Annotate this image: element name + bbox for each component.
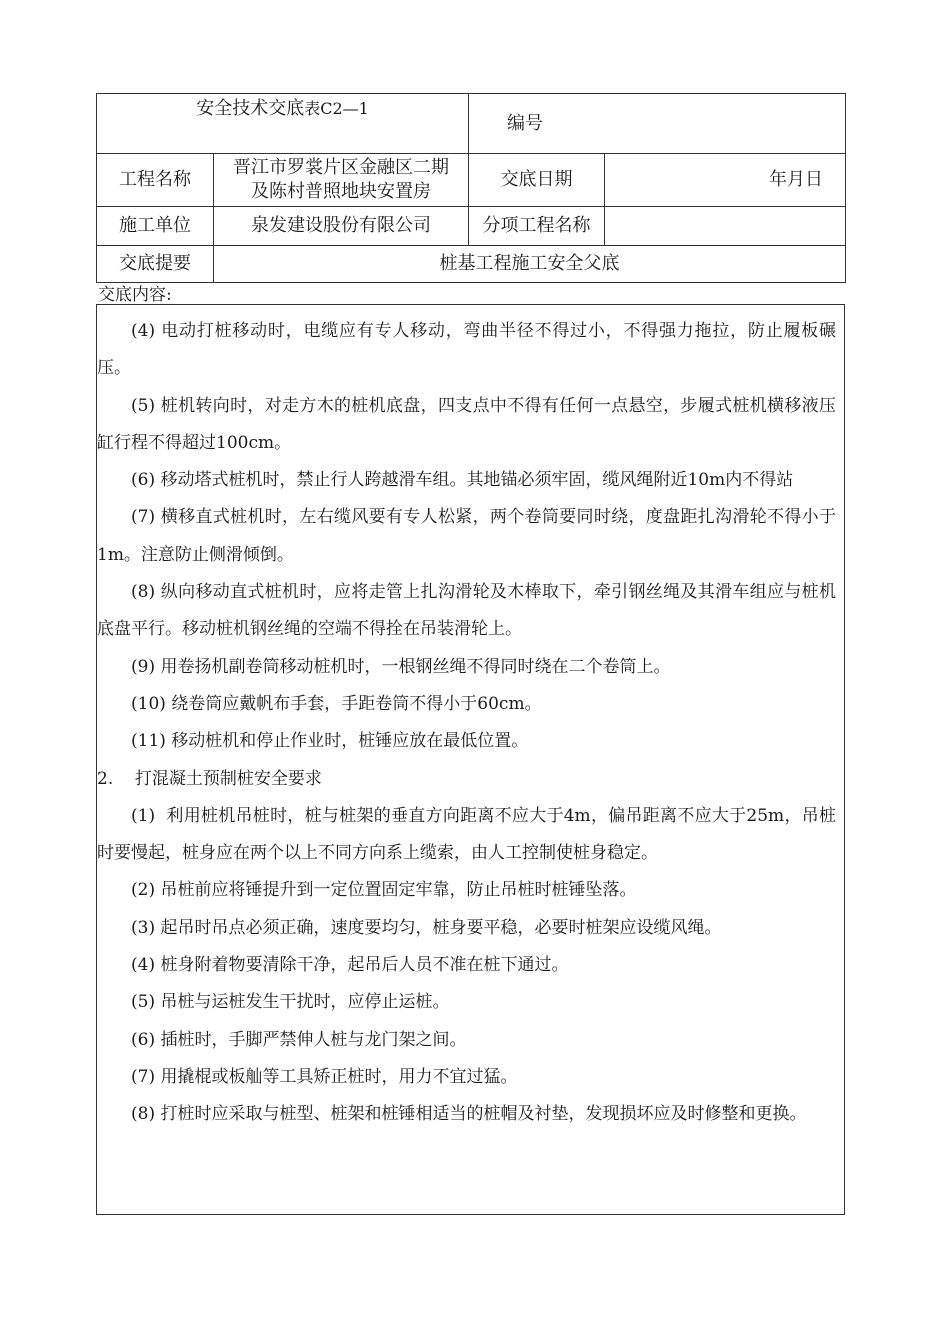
header-table [96,93,846,283]
paragraph: (7) 横移直式桩机时，左右缆风要有专人松紧，两个卷筒要同时绕，度盘距扎沟滑轮不得小于1m。注意防止侧滑倾倒。 [97,507,836,565]
paragraph: (9) 用卷扬机副卷筒移动桩机时，一根钢丝绳不得同时绕在二个卷筒上。 [131,656,671,677]
paragraph: (4) 桩身附着物要清除干净，起吊后人员不准在桩下通过。 [131,955,569,976]
paragraph: (7) 用撬棍或板舢等工具矫正桩时，用力不宜过猛。 [131,1066,518,1087]
unit-row [97,207,846,246]
form-title-suffix: 表C2—1 [304,99,369,118]
paragraph: (10) 绕卷筒应戴帆布手套，手距卷筒不得小于60cm。 [131,693,542,714]
paragraph: (8) 打桩时应采取与桩型、桩架和桩锤相适当的桩帽及衬垫，发现损坏应及时修整和更换。 [131,1104,807,1125]
content-body [97,305,844,1134]
project-name-line2: 及陈村普照地块安置房 [251,181,431,202]
paragraph: (5) 桩机转向时，对走方木的桩机底盘，四支点中不得有任何一点悬空，步履式桩机横移液压缸行程不得超过100cm。 [97,395,836,453]
content-label: 交底内容: [98,285,172,305]
subproject-value [605,207,846,246]
unit-value: 泉发建设股份有限公司 [214,207,469,246]
project-name-value [214,154,469,207]
paragraph: (5) 吊桩与运桩发生干扰时，应停止运桩。 [131,992,450,1013]
paragraph: (4) 电动打桩移动时，电缆应有专人移动，弯曲半径不得过小，不得强力拖拉，防止履板碾压。 [97,321,836,379]
number-label: 编号 [507,112,544,134]
number-cell [469,94,846,154]
form-title-main: 安全技术交底 [196,98,305,119]
section-heading: 2. 打混凝土预制桩安全要求 [97,768,322,789]
unit-label: 施工单位 [97,207,214,246]
title-row [97,94,846,154]
content-box [96,304,845,1215]
project-name-label: 工程名称 [97,154,214,207]
summary-value: 桩基工程施工安全父底 [214,246,846,283]
paragraph: (6) 插桩时，手脚严禁伸人桩与龙门架之间。 [131,1029,467,1050]
paragraph: (1) 利用桩机吊桩时，桩与桩架的垂直方向距离不应大于4m，偏吊距离不应大于25m，吊桩时要慢起，桩身应在两个以上不同方向系上缆索，由人工控制使桩身稳定。 [97,805,836,864]
subproject-label: 分项工程名称 [469,207,605,246]
paragraph: (6) 移动塔式桩机时，禁止行人跨越滑车组。其地锚必须牢固，缆风绳附近10m内不得站 [131,470,794,491]
paragraph: (11) 移动桩机和停止作业时，桩锤应放在最低位置。 [131,731,529,752]
date-value: 年月日 [605,154,846,207]
project-row [97,154,846,207]
form-title [97,94,469,154]
paragraph: (2) 吊桩前应将锤提升到一定位置固定牢靠，防止吊桩时桩锤坠落。 [131,880,637,901]
paragraph: (3) 起吊时吊点必须正确，速度要均匀，桩身要平稳，必要时桩架应设缆风绳。 [131,917,722,938]
paragraph: (8) 纵向移动直式桩机时，应将走管上扎沟滑轮及木棒取下，牵引钢丝绳及其滑车组应与桩机底盘平行。移动桩机钢丝绳的空端不得拴在吊装滑轮上。 [97,582,836,640]
project-name-line1: 晋江市罗裳片区金融区二期 [233,157,449,178]
summary-label: 交底提要 [97,246,214,283]
date-label: 交底日期 [469,154,605,207]
summary-row [97,246,846,283]
